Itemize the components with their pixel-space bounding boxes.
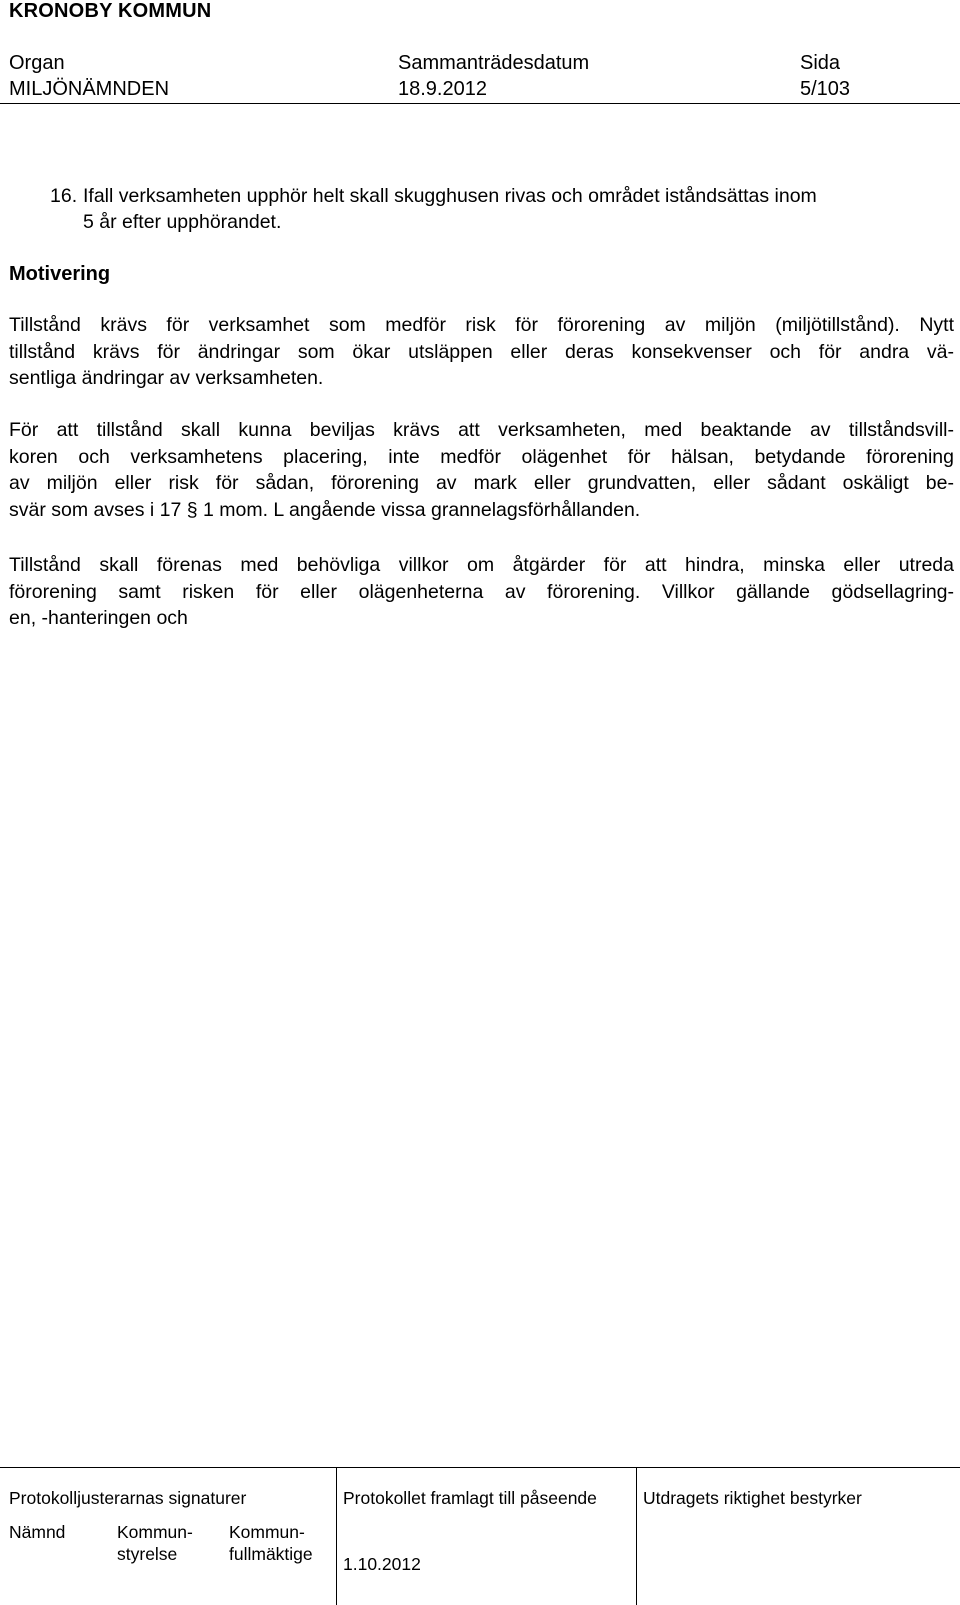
page-number: 5/103 bbox=[800, 78, 851, 100]
signature-column-fullmaktige-line2: fullmäktige bbox=[229, 1544, 313, 1564]
footer-divider bbox=[0, 1467, 960, 1468]
paragraph-line: sentliga ändringar av verksamheten. bbox=[9, 367, 324, 389]
signature-column-styrelse-line1: Kommun- bbox=[117, 1522, 193, 1542]
date-value: 18.9.2012 bbox=[398, 78, 487, 100]
list-item-number: 16. bbox=[50, 185, 78, 207]
list-item bbox=[50, 183, 950, 235]
signature-column-fullmaktige-line1: Kommun- bbox=[229, 1522, 305, 1542]
paragraph bbox=[9, 312, 954, 392]
list-item-text-line-2: 5 år efter upphörandet. bbox=[83, 211, 282, 233]
organization-name: KRONOBY KOMMUN bbox=[9, 0, 212, 22]
paragraph-line: koren och verksamhetens placering, inte medför olägenhet för hälsan, betydande förorening bbox=[9, 445, 954, 468]
footer-column-divider bbox=[636, 1468, 637, 1605]
signatures-label: Protokolljusterarnas signaturer bbox=[9, 1488, 247, 1508]
paragraph-line: För att tillstånd skall kunna beviljas krävs att verksamheten, med beaktande av tillståndsvill- bbox=[9, 419, 954, 441]
organ-value: MILJÖNÄMNDEN bbox=[9, 78, 170, 100]
paragraph bbox=[9, 552, 954, 632]
paragraph-line: av miljön eller risk för sådan, förorening av mark eller grundvatten, eller sådant oskäligt be- bbox=[9, 472, 954, 494]
public-display-date: 1.10.2012 bbox=[343, 1554, 421, 1574]
paragraph-line: en, -hanteringen och bbox=[9, 607, 188, 629]
paragraph-line: svär som avses i 17 § 1 mom. L angående vissa grannelagsförhållanden. bbox=[9, 498, 641, 521]
paragraph-line: Tillstånd skall förenas med behövliga villkor om åtgärder för att hindra, minska eller utreda bbox=[9, 554, 954, 576]
public-display-label: Protokollet framlagt till påseende bbox=[343, 1488, 597, 1508]
date-label: Sammanträdesdatum bbox=[398, 52, 590, 74]
paragraph-line: tillstånd krävs för ändringar som ökar utsläppen eller deras konsekvenser och för andra vä- bbox=[9, 340, 954, 363]
section-heading: Motivering bbox=[9, 263, 111, 285]
paragraph bbox=[9, 417, 954, 523]
header-divider bbox=[0, 103, 960, 104]
signature-column-styrelse-line2: styrelse bbox=[117, 1544, 178, 1564]
footer-column-divider bbox=[336, 1468, 337, 1605]
paragraph-line: förorening samt risken för eller olägenheterna av förorening. Villkor gällande gödsellagring- bbox=[9, 580, 954, 603]
page-label: Sida bbox=[800, 52, 841, 74]
list-item-text-line-1: Ifall verksamheten upphör helt skall skugghusen rivas och området iståndsättas inom bbox=[83, 185, 817, 207]
signature-column-namnd: Nämnd bbox=[9, 1522, 66, 1542]
organ-label: Organ bbox=[9, 52, 65, 74]
paragraph-line: Tillstånd krävs för verksamhet som medför risk för förorening av miljön (miljötillstånd). Nytt bbox=[9, 314, 954, 336]
verification-label: Utdragets riktighet bestyrker bbox=[643, 1488, 862, 1508]
